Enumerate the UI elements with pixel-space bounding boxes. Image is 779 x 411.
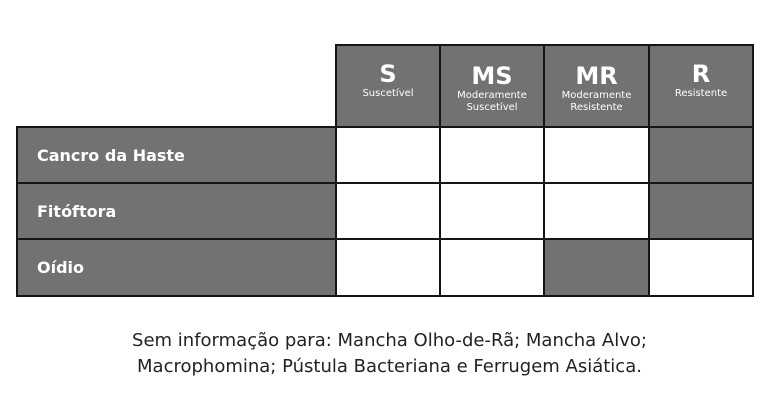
column-code: S <box>379 60 397 88</box>
column-header-r <box>648 44 754 128</box>
cell-fitoftora-mr <box>543 182 650 240</box>
column-header-mr <box>543 44 650 128</box>
cell-oidio-s <box>335 238 441 297</box>
row-label-oidio: Oídio <box>16 238 337 297</box>
footnote-line-2: Macrophomina; Pústula Bacteriana e Ferrugem Asiática. <box>137 356 642 377</box>
cell-oidio-mr <box>543 238 650 297</box>
column-description: Moderamente <box>457 90 527 101</box>
column-code: MS <box>471 62 513 90</box>
cell-oidio-ms <box>439 238 545 297</box>
column-description: Suscetível <box>362 88 414 99</box>
cell-fitoftora-ms <box>439 182 545 240</box>
row-label-fitoftora: Fitóftora <box>16 182 337 240</box>
column-code: MR <box>575 62 618 90</box>
cell-cancro-mr <box>543 126 650 184</box>
cell-oidio-r <box>648 238 754 297</box>
column-header-s <box>335 44 441 128</box>
cell-fitoftora-s <box>335 182 441 240</box>
column-code: R <box>691 60 711 88</box>
column-description: Moderamente <box>561 90 632 101</box>
row-label-cancro-da-haste: Cancro da Haste <box>16 126 337 184</box>
column-description: Suscetível <box>466 102 518 113</box>
cell-fitoftora-r <box>648 182 754 240</box>
footnote-line-1: Sem informação para: Mancha Olho-de-Rã; Mancha Alvo; <box>132 330 647 351</box>
column-header-ms <box>439 44 545 128</box>
cell-cancro-ms <box>439 126 545 184</box>
footnote <box>0 328 779 380</box>
column-description: Resistente <box>570 102 623 113</box>
cell-cancro-s <box>335 126 441 184</box>
cell-cancro-r <box>648 126 754 184</box>
column-description: Resistente <box>674 88 728 99</box>
